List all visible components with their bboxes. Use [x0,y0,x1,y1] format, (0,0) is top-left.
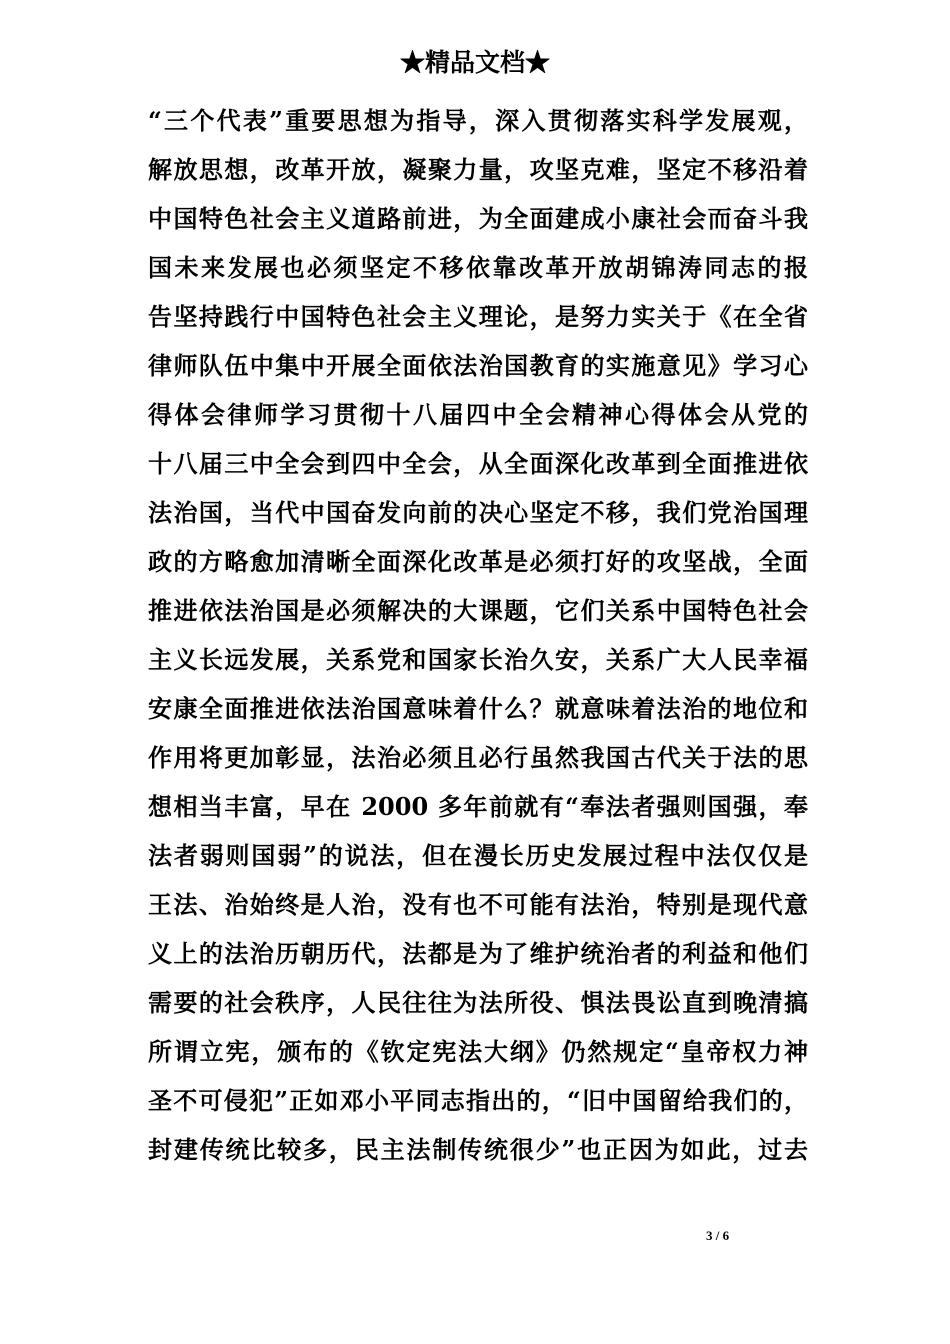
text-line: 法治国，当代中国奋发向前的决心坚定不移，我们党治国理 [148,498,808,527]
text-line: 主义长远发展，关系党和国家长治久安，关系广大人民幸福 [148,645,808,674]
text-line: 律师队伍中集中开展全面依法治国教育的实施意见》学习心 [148,351,808,380]
text-line: 作用将更加彰显，法治必须且必行虽然我国古代关于法的思 [148,743,808,772]
text-line: 政的方略愈加清晰全面深化改革是必须打好的攻坚战，全面 [148,547,808,576]
text-line: 法者弱则国弱”的说法，但在漫长历史发展过程中法仅仅是 [148,841,808,870]
text-line: 告坚持践行中国特色社会主义理论，是努力实关于《在全省 [148,302,808,331]
text-line: 得体会律师学习贯彻十八届四中全会精神心得体会从党的 [148,400,808,429]
page-number: 3 / 6 [706,1228,730,1243]
text-line: 义上的法治历朝历代，法都是为了维护统治者的利益和他们 [148,939,808,968]
page-header-title: ★精品文档★ [399,48,550,77]
text-line: 解放思想，改革开放，凝聚力量，攻坚克难，坚定不移沿着 [148,155,808,184]
text-line: 封建传统比较多，民主法制传统很少”也正因为如此，过去 [148,1135,808,1164]
text-line: 十八届三中全会到四中全会，从全面深化改革到全面推进依 [148,449,808,478]
text-line: 需要的社会秩序，人民往往为法所役、惧法畏讼直到晚清搞 [148,988,808,1017]
text-line: 圣不可侵犯”正如邓小平同志指出的，“旧中国留给我们的， [148,1086,808,1115]
text-line: 想相当丰富，早在 2000 多年前就有“奉法者强则国强，奉 [148,792,808,821]
text-line: 安康全面推进依法治国意味着什么？就意味着法治的地位和 [148,694,808,723]
text-line: 推进依法治国是必须解决的大课题，它们关系中国特色社会 [148,596,808,625]
text-line: “三个代表”重要思想为指导，深入贯彻落实科学发展观， [148,106,808,135]
text-line: 国未来发展也必须坚定不移依靠改革开放胡锦涛同志的报 [148,253,808,282]
text-line: 所谓立宪，颁布的《钦定宪法大纲》仍然规定“皇帝权力神 [148,1037,808,1066]
text-line: 中国特色社会主义道路前进，为全面建成小康社会而奋斗我 [148,204,808,233]
document-body [148,96,808,1174]
text-line: 王法、治始终是人治，没有也不可能有法治，特别是现代意 [148,890,808,919]
